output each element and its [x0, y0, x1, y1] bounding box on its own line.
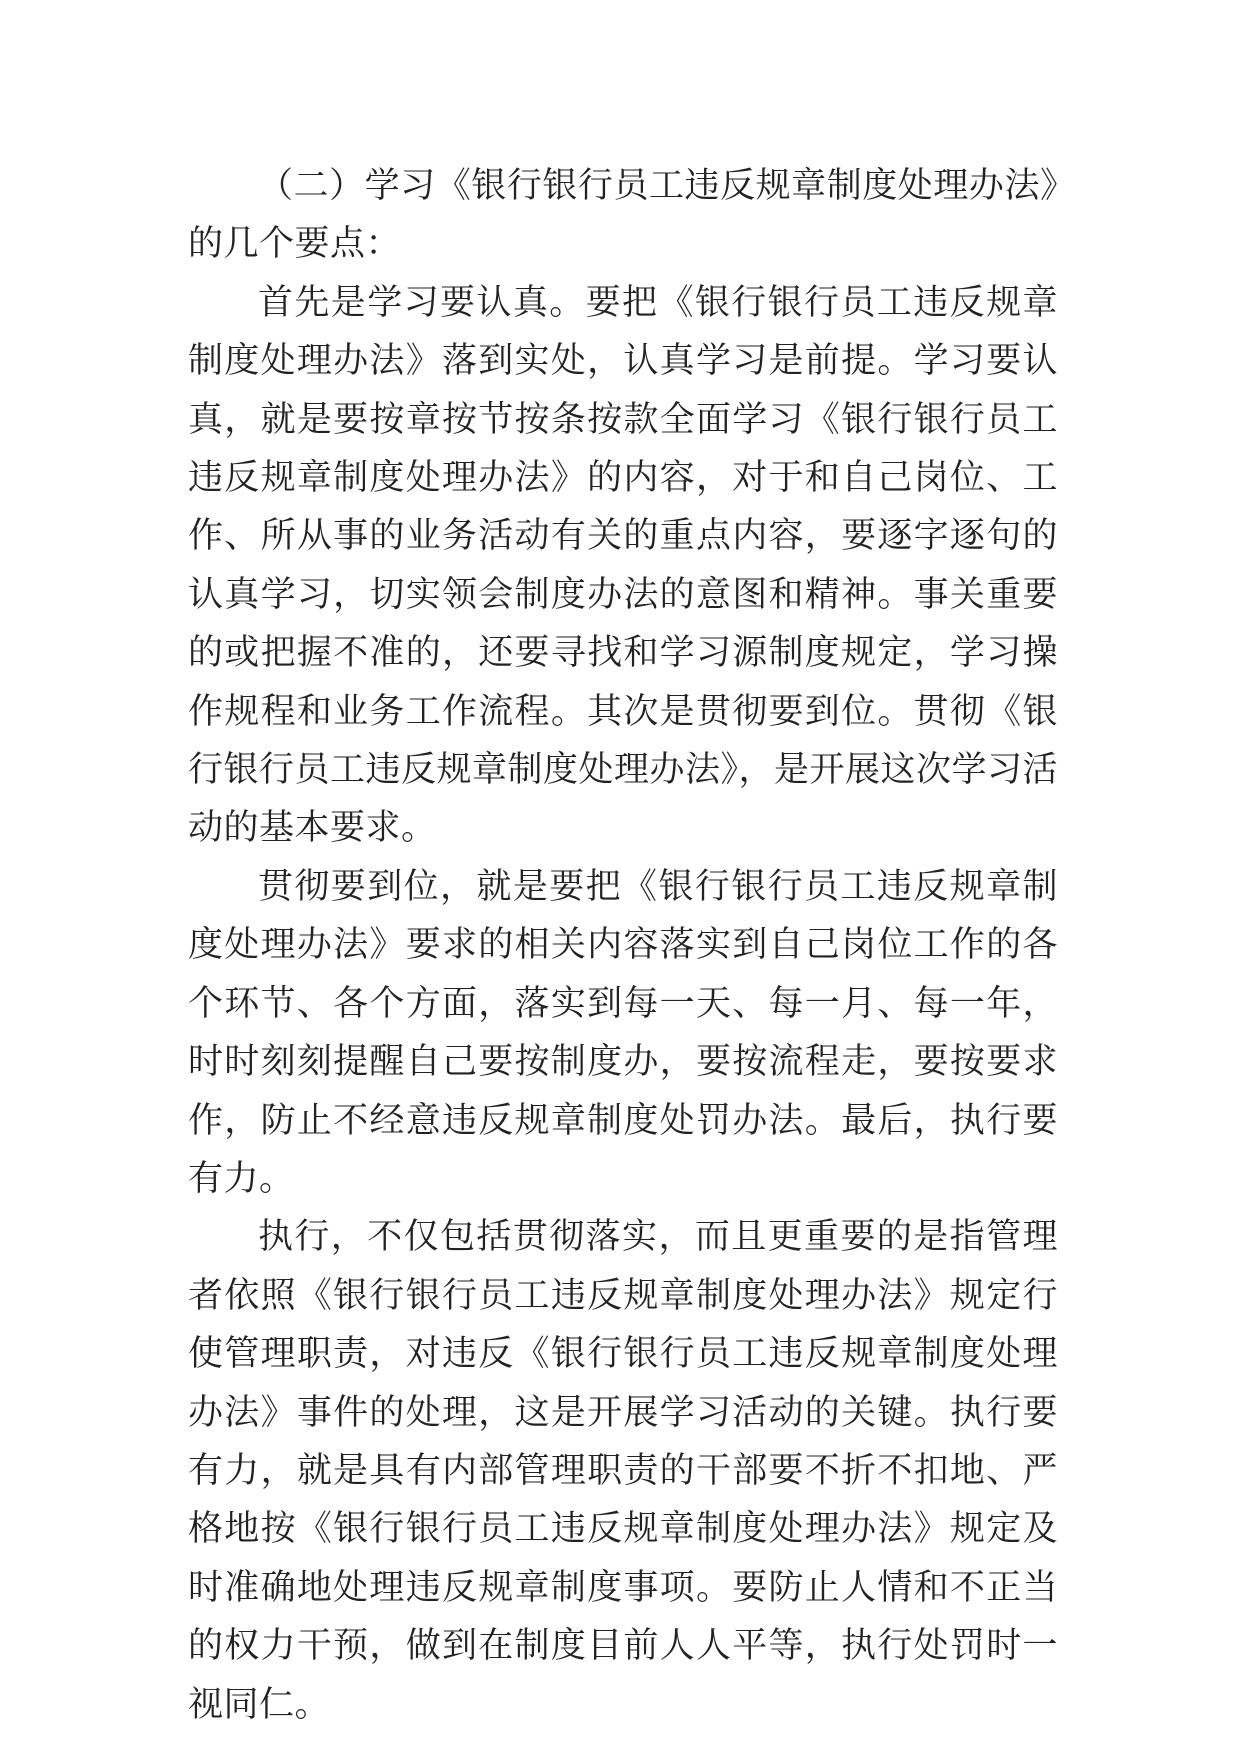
- paragraph-heading-key-points: （二）学习《银行银行员工违反规章制度处理办法》的几个要点：: [188, 166, 1058, 265]
- paragraph-execute-forcefully: 执行，不仅包括贯彻落实，而且更重要的是指管理者依照《银行银行员工违反规章制度处理办法》规定行使管理职责，对违反《银行银行员工违反规章制度处理办法》事件的处理，这是开展学习活动的关键。执行要有力，就是具有内部管理职责的干部要不折不扣地、严格地按《银行银行员工违反规章制度处理办法》规定及时准确地处理违反规章制度事项。要防止人情和不正当的权力干预，做到在制度目前人人平等，执行处罚时一视同仁。: [188, 1217, 1058, 1725]
- paragraph-study-seriously: 首先是学习要认真。要把《银行银行员工违反规章制度处理办法》落到实处，认真学习是前提。学习要认真，就是要按章按节按条按款全面学习《银行银行员工违反规章制度处理办法》的内容，对于和自己岗位、工作、所从事的业务活动有关的重点内容，要逐字逐句的认真学习，切实领会制度办法的意图和精神。事关重要的或把握不准的，还要寻找和学习源制度规定，学习操作规程和业务工作流程。其次是贯彻要到位。贯彻《银行银行员工违反规章制度处理办法》，是开展这次学习活动的基本要求。: [188, 282, 1059, 849]
- paragraph-implement-in-place: 贯彻要到位，就是要把《银行银行员工违反规章制度处理办法》要求的相关内容落实到自己岗位工作的各个环节、各个方面，落实到每一天、每一月、每一年，时时刻刻提醒自己要按制度办，要按流程走，要按要求作，防止不经意违反规章制度处罚办法。最后，执行要有力。: [188, 866, 1058, 1199]
- document-body: [188, 157, 1058, 1734]
